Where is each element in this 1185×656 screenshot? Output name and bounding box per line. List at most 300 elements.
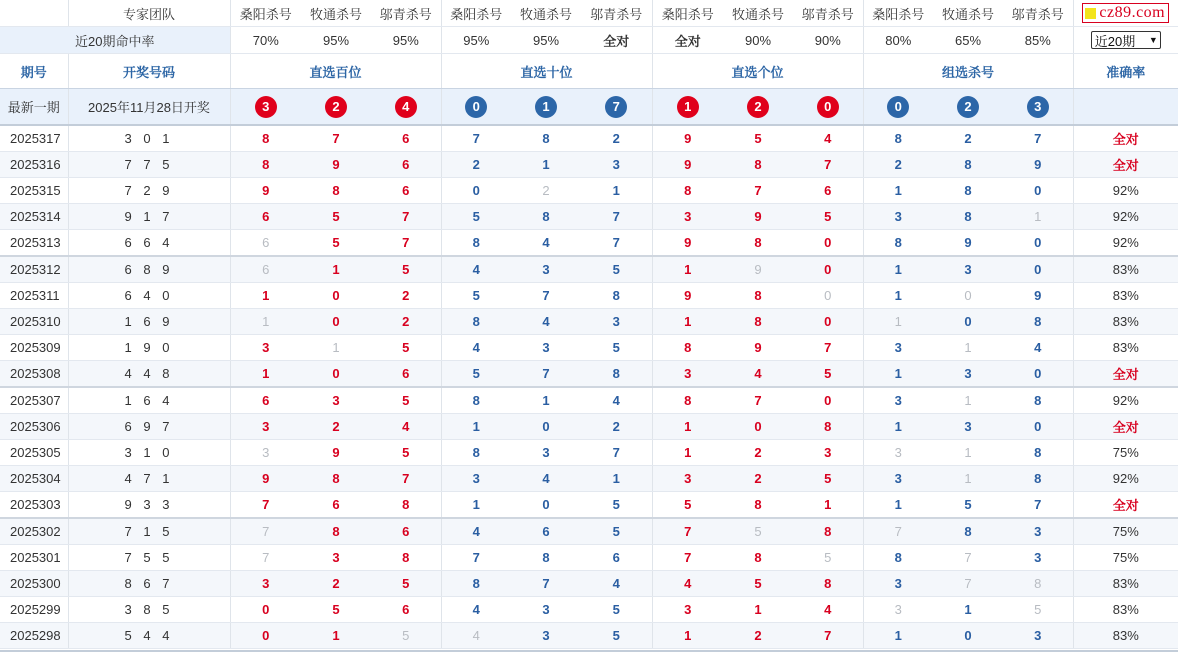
- kill-number: 6: [301, 492, 371, 519]
- expert-name: 桑阳杀号: [441, 0, 511, 27]
- kill-number: 7: [230, 492, 301, 519]
- column-header-row: [0, 54, 1178, 89]
- table-row: [0, 125, 1178, 152]
- kill-number: 0: [301, 361, 371, 388]
- hit-rate-value: 全对: [652, 27, 723, 54]
- period-number: 2025310: [0, 309, 68, 335]
- kill-number: 1: [441, 492, 511, 519]
- kill-number: 3: [863, 466, 933, 492]
- kill-number: 5: [581, 518, 652, 545]
- kill-number: 7: [371, 230, 441, 257]
- kill-number: 5: [441, 204, 511, 230]
- kill-number: 0: [1003, 230, 1073, 257]
- accuracy-value: 83%: [1073, 571, 1178, 597]
- kill-number: 8: [933, 518, 1003, 545]
- kill-number: 5: [441, 361, 511, 388]
- accuracy-value: 全对: [1073, 125, 1178, 152]
- latest-kill-cell: [652, 89, 723, 126]
- expert-team-label: 专家团队: [68, 0, 230, 27]
- kill-number: 4: [1003, 335, 1073, 361]
- kill-number: 1: [933, 387, 1003, 414]
- kill-number: 8: [1003, 309, 1073, 335]
- period-number: 2025317: [0, 125, 68, 152]
- kill-number: 8: [511, 545, 581, 571]
- kill-number: 3: [863, 387, 933, 414]
- group-header-hundreds: 直选百位: [230, 54, 441, 89]
- kill-number: 8: [441, 309, 511, 335]
- latest-draw-date: 2025年11月28日开奖: [68, 89, 230, 126]
- kill-number: 8: [511, 204, 581, 230]
- hit-rate-value: 90%: [723, 27, 793, 54]
- kill-number: 5: [793, 204, 863, 230]
- kill-number: 1: [863, 361, 933, 388]
- hit-rate-value: 80%: [863, 27, 933, 54]
- kill-number: 3: [581, 152, 652, 178]
- kill-number: 6: [371, 125, 441, 152]
- kill-number: 7: [793, 335, 863, 361]
- kill-number: 5: [371, 387, 441, 414]
- kill-number: 9: [1003, 152, 1073, 178]
- kill-number: 7: [1003, 492, 1073, 519]
- kill-number: 6: [230, 256, 301, 283]
- table-row: [0, 571, 1178, 597]
- kill-number: 8: [441, 230, 511, 257]
- kill-number: 7: [230, 518, 301, 545]
- table-row: [0, 492, 1178, 519]
- draw-numbers: 7 1 5: [68, 518, 230, 545]
- accuracy-value: 92%: [1073, 204, 1178, 230]
- kill-number: 8: [301, 466, 371, 492]
- period-number: 2025316: [0, 152, 68, 178]
- kill-number: 4: [793, 125, 863, 152]
- kill-number: 8: [723, 309, 793, 335]
- kill-number: 6: [371, 518, 441, 545]
- kill-number: 9: [1003, 283, 1073, 309]
- kill-number: 5: [301, 204, 371, 230]
- kill-number: 4: [511, 466, 581, 492]
- kill-number: 1: [933, 440, 1003, 466]
- latest-kill-cell: [1003, 89, 1073, 126]
- period-number: 2025299: [0, 597, 68, 623]
- period-number: 2025303: [0, 492, 68, 519]
- site-logo[interactable]: [1082, 3, 1169, 23]
- draw-numbers: 9 3 3: [68, 492, 230, 519]
- kill-number-ball: 3: [1027, 96, 1049, 118]
- table-row: [0, 204, 1178, 230]
- period-number: 2025300: [0, 571, 68, 597]
- accuracy-value: 75%: [1073, 518, 1178, 545]
- kill-number: 7: [652, 545, 723, 571]
- draw-numbers: 3 1 0: [68, 440, 230, 466]
- kill-number: 4: [441, 518, 511, 545]
- kill-number: 3: [230, 440, 301, 466]
- kill-number: 5: [652, 492, 723, 519]
- kill-number: 1: [652, 623, 723, 649]
- accuracy-value: 83%: [1073, 623, 1178, 649]
- group-header-units: 直选个位: [652, 54, 863, 89]
- accuracy-value: 全对: [1073, 361, 1178, 388]
- kill-number: 7: [793, 623, 863, 649]
- period-number: 2025302: [0, 518, 68, 545]
- draw-numbers: 6 6 4: [68, 230, 230, 257]
- kill-number: 1: [863, 414, 933, 440]
- kill-number: 6: [230, 387, 301, 414]
- draw-numbers: 9 1 7: [68, 204, 230, 230]
- kill-number: 4: [441, 335, 511, 361]
- kill-number: 1: [1003, 204, 1073, 230]
- kill-number: 7: [371, 466, 441, 492]
- period-number: 2025312: [0, 256, 68, 283]
- hit-rate-value: 95%: [441, 27, 511, 54]
- latest-label: 最新一期: [0, 89, 68, 126]
- latest-kill-cell: [301, 89, 371, 126]
- kill-number: 7: [511, 361, 581, 388]
- latest-kill-cell: [230, 89, 301, 126]
- kill-number: 2: [301, 414, 371, 440]
- kill-number: 3: [933, 361, 1003, 388]
- expert-header-row: [0, 0, 1178, 27]
- kill-number-ball: 0: [465, 96, 487, 118]
- latest-kill-cell: [581, 89, 652, 126]
- kill-number: 9: [652, 125, 723, 152]
- hit-rate-value: 95%: [371, 27, 441, 54]
- expert-name: 邬青杀号: [1003, 0, 1073, 27]
- draw-column-header: 开奖号码: [68, 54, 230, 89]
- kill-number: 8: [441, 571, 511, 597]
- kill-number: 1: [230, 283, 301, 309]
- expert-name: 邬青杀号: [793, 0, 863, 27]
- kill-number: 1: [933, 335, 1003, 361]
- period-range-select[interactable]: [1091, 31, 1161, 49]
- kill-number: 1: [652, 414, 723, 440]
- kill-number: 3: [652, 204, 723, 230]
- table-row: [0, 518, 1178, 545]
- kill-number: 0: [793, 387, 863, 414]
- accuracy-value: 83%: [1073, 335, 1178, 361]
- period-number: 2025313: [0, 230, 68, 257]
- kill-number: 1: [230, 309, 301, 335]
- kill-number: 7: [581, 230, 652, 257]
- kill-number: 5: [301, 230, 371, 257]
- kill-number: 8: [441, 387, 511, 414]
- kill-number: 3: [793, 440, 863, 466]
- kill-number: 3: [933, 414, 1003, 440]
- accuracy-value: 83%: [1073, 256, 1178, 283]
- kill-number-ball: 1: [535, 96, 557, 118]
- kill-number: 0: [793, 309, 863, 335]
- chevron-down-icon: ▼: [1148, 35, 1158, 45]
- kill-number: 9: [652, 152, 723, 178]
- kill-number: 5: [581, 597, 652, 623]
- kill-number: 3: [301, 387, 371, 414]
- hit-rate-value: 95%: [511, 27, 581, 54]
- hit-rate-value: 全对: [581, 27, 652, 54]
- kill-number: 0: [301, 309, 371, 335]
- hit-rate-row: [0, 27, 1178, 54]
- kill-number: 4: [441, 597, 511, 623]
- draw-numbers: 8 6 7: [68, 571, 230, 597]
- accuracy-value: 全对: [1073, 492, 1178, 519]
- latest-kill-cell: [511, 89, 581, 126]
- kill-number: 6: [230, 230, 301, 257]
- kill-number: 3: [863, 335, 933, 361]
- kill-number: 7: [933, 571, 1003, 597]
- kill-number-ball: 3: [255, 96, 277, 118]
- kill-number: 7: [723, 387, 793, 414]
- latest-accuracy-cell: [1073, 89, 1178, 126]
- kill-number: 0: [793, 283, 863, 309]
- draw-numbers: 3 8 5: [68, 597, 230, 623]
- kill-number: 0: [723, 414, 793, 440]
- period-number: 2025311: [0, 283, 68, 309]
- kill-number: 8: [863, 545, 933, 571]
- kill-number: 5: [371, 256, 441, 283]
- expert-name: 邬青杀号: [371, 0, 441, 27]
- kill-number: 3: [863, 204, 933, 230]
- kill-number: 3: [230, 571, 301, 597]
- kill-number: 9: [723, 256, 793, 283]
- kill-number: 8: [301, 178, 371, 204]
- kill-number: 1: [863, 178, 933, 204]
- kill-number-ball: 1: [677, 96, 699, 118]
- kill-number: 1: [863, 623, 933, 649]
- kill-number: 7: [1003, 125, 1073, 152]
- kill-number: 8: [863, 230, 933, 257]
- draw-numbers: 1 6 4: [68, 387, 230, 414]
- kill-number: 5: [371, 335, 441, 361]
- kill-number: 7: [511, 571, 581, 597]
- kill-number: 1: [581, 178, 652, 204]
- kill-number: 1: [230, 361, 301, 388]
- draw-numbers: 6 4 0: [68, 283, 230, 309]
- kill-number: 1: [863, 283, 933, 309]
- kill-number: 1: [511, 387, 581, 414]
- kill-number: 3: [511, 335, 581, 361]
- accuracy-column-header: 准确率: [1073, 54, 1178, 89]
- expert-name: 桑阳杀号: [652, 0, 723, 27]
- kill-number: 5: [1003, 597, 1073, 623]
- table-row: [0, 178, 1178, 204]
- table-row: [0, 414, 1178, 440]
- kill-number: 7: [793, 152, 863, 178]
- table-row: [0, 230, 1178, 257]
- kill-number: 3: [511, 256, 581, 283]
- table-row: [0, 152, 1178, 178]
- kill-number: 8: [511, 125, 581, 152]
- kill-number: 1: [793, 492, 863, 519]
- kill-number: 6: [581, 545, 652, 571]
- kill-number: 5: [793, 466, 863, 492]
- kill-number: 3: [511, 623, 581, 649]
- table-row: [0, 283, 1178, 309]
- kill-number: 1: [581, 466, 652, 492]
- kill-number: 4: [371, 414, 441, 440]
- kill-number: 9: [301, 440, 371, 466]
- kill-number: 9: [230, 466, 301, 492]
- expert-name: 桑阳杀号: [230, 0, 301, 27]
- hit-rate-label: 近20期命中率: [0, 27, 230, 54]
- period-column-header: 期号: [0, 54, 68, 89]
- kill-number: 7: [301, 125, 371, 152]
- kill-number: 7: [371, 204, 441, 230]
- draw-numbers: 7 7 5: [68, 152, 230, 178]
- kill-number: 5: [371, 623, 441, 649]
- kill-number: 8: [933, 152, 1003, 178]
- kill-number: 0: [1003, 256, 1073, 283]
- period-number: 2025309: [0, 335, 68, 361]
- kill-number: 0: [1003, 361, 1073, 388]
- kill-number: 0: [1003, 414, 1073, 440]
- period-number: 2025306: [0, 414, 68, 440]
- kill-number: 3: [652, 597, 723, 623]
- kill-number: 1: [652, 309, 723, 335]
- kill-number: 9: [230, 178, 301, 204]
- period-range-value: 近20期: [1094, 33, 1136, 49]
- latest-kill-cell: [863, 89, 933, 126]
- accuracy-value: 全对: [1073, 152, 1178, 178]
- kill-number-ball: 0: [817, 96, 839, 118]
- period-number: 2025305: [0, 440, 68, 466]
- kill-number: 3: [933, 256, 1003, 283]
- kill-number: 9: [652, 230, 723, 257]
- draw-numbers: 6 9 7: [68, 414, 230, 440]
- table-row: [0, 387, 1178, 414]
- kill-number: 0: [230, 597, 301, 623]
- kill-number: 7: [652, 518, 723, 545]
- kill-number: 1: [652, 440, 723, 466]
- kill-number: 1: [301, 623, 371, 649]
- kill-number: 1: [933, 597, 1003, 623]
- kill-number: 0: [441, 178, 511, 204]
- kill-number: 8: [723, 230, 793, 257]
- kill-number: 5: [371, 571, 441, 597]
- kill-number: 4: [511, 230, 581, 257]
- period-number: 2025301: [0, 545, 68, 571]
- kill-number: 5: [933, 492, 1003, 519]
- kill-number: 0: [301, 283, 371, 309]
- kill-number: 3: [863, 571, 933, 597]
- kill-number: 8: [793, 518, 863, 545]
- kill-number: 9: [723, 335, 793, 361]
- kill-number: 4: [581, 387, 652, 414]
- kill-number: 1: [652, 256, 723, 283]
- kill-number: 4: [652, 571, 723, 597]
- kill-number: 0: [933, 309, 1003, 335]
- kill-number: 8: [1003, 440, 1073, 466]
- kill-number: 3: [511, 597, 581, 623]
- kill-number: 8: [793, 571, 863, 597]
- kill-number: 7: [863, 518, 933, 545]
- kill-number-ball: 2: [957, 96, 979, 118]
- accuracy-value: 全对: [1073, 414, 1178, 440]
- kill-number-ball: 2: [747, 96, 769, 118]
- accuracy-value: 92%: [1073, 387, 1178, 414]
- kill-number: 1: [441, 414, 511, 440]
- table-bottom-border: [0, 650, 1178, 652]
- expert-name: 牧通杀号: [301, 0, 371, 27]
- kill-number: 2: [581, 125, 652, 152]
- logo-text: cz89.com: [1099, 4, 1166, 21]
- kill-number: 2: [441, 152, 511, 178]
- latest-kill-cell: [793, 89, 863, 126]
- logo-square-icon: [1085, 8, 1096, 19]
- kill-number: 1: [863, 256, 933, 283]
- kill-number: 5: [371, 440, 441, 466]
- kill-number: 0: [793, 256, 863, 283]
- kill-number: 3: [301, 545, 371, 571]
- kill-number: 5: [793, 361, 863, 388]
- period-number: 2025308: [0, 361, 68, 388]
- table-row: [0, 361, 1178, 388]
- kill-number: 3: [863, 597, 933, 623]
- kill-number: 0: [933, 623, 1003, 649]
- expert-name: 牧通杀号: [723, 0, 793, 27]
- kill-number: 1: [863, 309, 933, 335]
- latest-draw-row: [0, 89, 1178, 126]
- kill-number: 4: [723, 361, 793, 388]
- kill-number: 3: [863, 440, 933, 466]
- kill-number: 6: [371, 152, 441, 178]
- latest-kill-cell: [371, 89, 441, 126]
- kill-number: 3: [1003, 545, 1073, 571]
- draw-numbers: 7 2 9: [68, 178, 230, 204]
- kill-number: 4: [441, 623, 511, 649]
- kill-number: 5: [723, 125, 793, 152]
- kill-number: 5: [581, 335, 652, 361]
- kill-number: 7: [723, 178, 793, 204]
- kill-number: 2: [863, 152, 933, 178]
- kill-number: 6: [371, 361, 441, 388]
- kill-number: 1: [301, 335, 371, 361]
- table-row: [0, 545, 1178, 571]
- kill-number: 8: [1003, 466, 1073, 492]
- kill-number: 9: [723, 204, 793, 230]
- kill-number: 6: [511, 518, 581, 545]
- expert-name: 牧通杀号: [933, 0, 1003, 27]
- kill-number: 3: [581, 309, 652, 335]
- table-row: [0, 309, 1178, 335]
- kill-number: 2: [301, 571, 371, 597]
- kill-number: 8: [723, 545, 793, 571]
- kill-number: 8: [652, 387, 723, 414]
- latest-kill-cell: [723, 89, 793, 126]
- draw-numbers: 3 0 1: [68, 125, 230, 152]
- kill-number: 0: [230, 623, 301, 649]
- kill-number: 6: [230, 204, 301, 230]
- kill-number: 5: [723, 571, 793, 597]
- kill-number: 8: [371, 492, 441, 519]
- kill-number: 5: [581, 623, 652, 649]
- latest-kill-cell: [933, 89, 1003, 126]
- draw-numbers: 7 5 5: [68, 545, 230, 571]
- latest-kill-cell: [441, 89, 511, 126]
- kill-number: 7: [441, 125, 511, 152]
- kill-number: 3: [511, 440, 581, 466]
- kill-number: 0: [1003, 178, 1073, 204]
- kill-number: 8: [793, 414, 863, 440]
- kill-number: 2: [511, 178, 581, 204]
- expert-name: 牧通杀号: [511, 0, 581, 27]
- kill-number: 4: [581, 571, 652, 597]
- hit-rate-value: 70%: [230, 27, 301, 54]
- accuracy-value: 92%: [1073, 466, 1178, 492]
- kill-number: 3: [652, 466, 723, 492]
- period-number: 2025304: [0, 466, 68, 492]
- draw-numbers: 4 7 1: [68, 466, 230, 492]
- kill-number: 2: [581, 414, 652, 440]
- accuracy-value: 83%: [1073, 597, 1178, 623]
- period-number: 2025315: [0, 178, 68, 204]
